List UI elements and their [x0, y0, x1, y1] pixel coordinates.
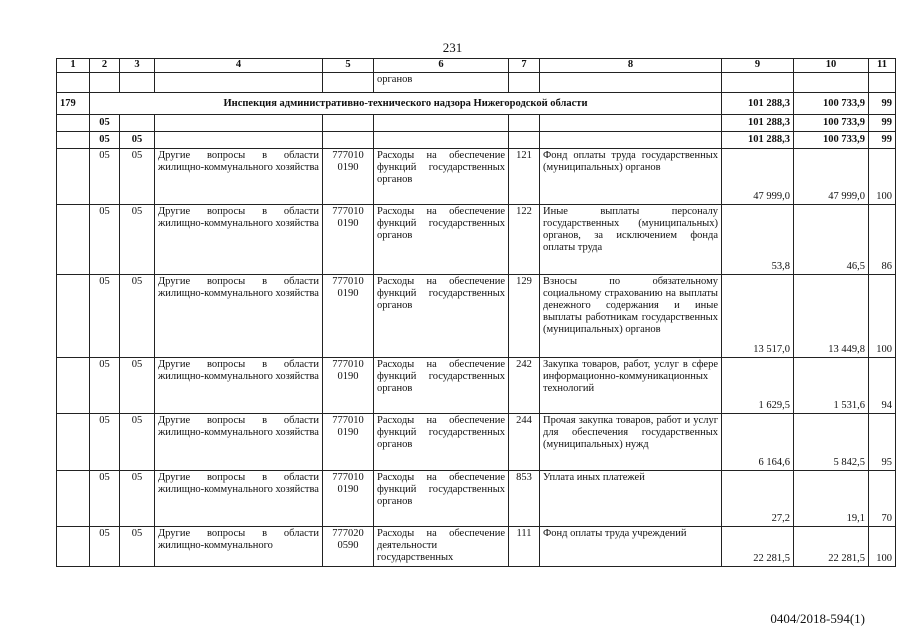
- cell-section: 05: [90, 527, 120, 567]
- cell-percent: 100: [869, 275, 896, 358]
- cell-subsection-name: Другие вопросы в области жилищно-коммунального хозяйства: [155, 471, 323, 527]
- cell-planned: 101 288,3: [722, 132, 794, 149]
- cell-subsection-name: Другие вопросы в области жилищно-коммунального: [155, 527, 323, 567]
- cell-expense-name: Уплата иных платежей: [540, 471, 722, 527]
- cell-section: 05: [90, 149, 120, 205]
- col-header: 8: [540, 59, 722, 73]
- col-header: 1: [57, 59, 90, 73]
- cell-planned: 101 288,3: [722, 93, 794, 115]
- cell-expense-name: Фонд оплаты труда учреждений: [540, 527, 722, 567]
- cell-section: 05: [90, 358, 120, 414]
- agency-name: Инспекция административно-технического надзора Нижегородской области: [90, 93, 722, 115]
- cell-empty: [57, 414, 90, 471]
- subsection-sum-row: [57, 132, 896, 149]
- cell-actual: 46,5: [794, 205, 869, 275]
- col-header: 10: [794, 59, 869, 73]
- continuation-row: [57, 73, 896, 93]
- agency-number: 179: [57, 93, 90, 115]
- cell-percent: 99: [869, 93, 896, 115]
- cell-expense-type: 129: [509, 275, 540, 358]
- cell-empty: [57, 205, 90, 275]
- cell-actual: 1 531,6: [794, 358, 869, 414]
- cell-target-code: 777010 0190: [323, 275, 374, 358]
- cell-empty: [57, 527, 90, 567]
- cell-subsection-name: Другие вопросы в области жилищно-коммунального хозяйства: [155, 414, 323, 471]
- agency-row: [57, 93, 896, 115]
- cell-actual: 22 281,5: [794, 527, 869, 567]
- cell-subsection: [120, 115, 155, 132]
- cell-section: 05: [90, 275, 120, 358]
- cell-actual: 47 999,0: [794, 149, 869, 205]
- cell-purpose: Расходы на обеспечение функций государственных органов: [374, 149, 509, 205]
- cell-purpose: Расходы на обеспечение функций государственных органов: [374, 414, 509, 471]
- cell-subsection: 05: [120, 275, 155, 358]
- table-row: [57, 414, 896, 471]
- table-row: [57, 527, 896, 567]
- header-row: [57, 59, 896, 73]
- cell-section: 05: [90, 471, 120, 527]
- cell-subsection-name: Другие вопросы в области жилищно-коммунального хозяйства: [155, 358, 323, 414]
- cell-planned: 27,2: [722, 471, 794, 527]
- cell-percent: 86: [869, 205, 896, 275]
- cell-subsection: 05: [120, 205, 155, 275]
- cell-percent: 99: [869, 132, 896, 149]
- cell-expense-name: Взносы по обязательному социальному страхованию на выплаты денежного содержания и иные выплаты работникам государственных (муниципальных) органов: [540, 275, 722, 358]
- cell-percent: 94: [869, 358, 896, 414]
- cell-subsection-name: Другие вопросы в области жилищно-коммунального хозяйства: [155, 149, 323, 205]
- cell-planned: 13 517,0: [722, 275, 794, 358]
- page-number: 231: [442, 40, 463, 55]
- cell-target-code: 777010 0190: [323, 358, 374, 414]
- cell-percent: 70: [869, 471, 896, 527]
- col-header: 3: [120, 59, 155, 73]
- cell-empty: [57, 471, 90, 527]
- col-header: 9: [722, 59, 794, 73]
- cell-section: 05: [90, 115, 120, 132]
- cell-percent: 99: [869, 115, 896, 132]
- cell-expense-type: 242: [509, 358, 540, 414]
- cell-actual: 100 733,9: [794, 93, 869, 115]
- cell-subsection: 05: [120, 527, 155, 567]
- cell-expense-name: Фонд оплаты труда государственных (муниципальных) органов: [540, 149, 722, 205]
- cell-purpose: Расходы на обеспечение функций государственных органов: [374, 275, 509, 358]
- col-header: 2: [90, 59, 120, 73]
- cell-purpose: Расходы на обеспечение функций государственных органов: [374, 358, 509, 414]
- cell-empty: [57, 358, 90, 414]
- col-header: 11: [869, 59, 896, 73]
- cell-actual: 5 842,5: [794, 414, 869, 471]
- cell-actual: 100 733,9: [794, 132, 869, 149]
- cell-subsection: 05: [120, 358, 155, 414]
- cell-actual: 100 733,9: [794, 115, 869, 132]
- cell-purpose: Расходы на обеспечение функций государственных органов: [374, 471, 509, 527]
- table-row: [57, 205, 896, 275]
- cell-expense-type: 122: [509, 205, 540, 275]
- cell-subsection-name: Другие вопросы в области жилищно-коммунального хозяйства: [155, 205, 323, 275]
- cell-purpose: Расходы на обеспечение функций государственных органов: [374, 205, 509, 275]
- cell-actual: 19,1: [794, 471, 869, 527]
- section-sum-row: [57, 115, 896, 132]
- cell-target-code: 777010 0190: [323, 414, 374, 471]
- cell-empty: [57, 275, 90, 358]
- col-header: 5: [323, 59, 374, 73]
- cell-empty: [57, 149, 90, 205]
- cell-actual: 13 449,8: [794, 275, 869, 358]
- cell-section: 05: [90, 205, 120, 275]
- cell-target-code: 777010 0190: [323, 471, 374, 527]
- cell-target-code: 777020 0590: [323, 527, 374, 567]
- cell-planned: 1 629,5: [722, 358, 794, 414]
- cell-subsection: 05: [120, 471, 155, 527]
- table-row: [57, 471, 896, 527]
- cell-subsection: 05: [120, 149, 155, 205]
- cell-target-code: 777010 0190: [323, 205, 374, 275]
- cell-purpose: органов: [374, 73, 509, 93]
- table-row: [57, 275, 896, 358]
- cell-planned: 22 281,5: [722, 527, 794, 567]
- table-row: [57, 149, 896, 205]
- cell-section: 05: [90, 132, 120, 149]
- cell-planned: 101 288,3: [722, 115, 794, 132]
- cell-subsection: 05: [120, 132, 155, 149]
- table-row: [57, 358, 896, 414]
- cell-purpose: Расходы на обеспечение деятельности государственных: [374, 527, 509, 567]
- cell-planned: 6 164,6: [722, 414, 794, 471]
- cell-percent: 95: [869, 414, 896, 471]
- cell-expense-name: Закупка товаров, работ, услуг в сфере информационно-коммуникационных технологий: [540, 358, 722, 414]
- cell-expense-type: 121: [509, 149, 540, 205]
- cell-planned: 47 999,0: [722, 149, 794, 205]
- cell-expense-name: Прочая закупка товаров, работ и услуг для обеспечения государственных (муниципальных) нужд: [540, 414, 722, 471]
- document-code: 0404/2018-594(1): [770, 611, 865, 626]
- cell-planned: 53,8: [722, 205, 794, 275]
- cell-expense-type: 244: [509, 414, 540, 471]
- cell-expense-type: 853: [509, 471, 540, 527]
- cell-subsection: 05: [120, 414, 155, 471]
- cell-target-code: 777010 0190: [323, 149, 374, 205]
- col-header: 4: [155, 59, 323, 73]
- cell-percent: 100: [869, 149, 896, 205]
- cell-expense-name: Иные выплаты персоналу государственных (муниципальных) органов, за исключением фонда оплаты труда: [540, 205, 722, 275]
- cell-subsection-name: Другие вопросы в области жилищно-коммунального хозяйства: [155, 275, 323, 358]
- col-header: 6: [374, 59, 509, 73]
- budget-table: [56, 58, 896, 567]
- cell-section: 05: [90, 414, 120, 471]
- cell-percent: 100: [869, 527, 896, 567]
- col-header: 7: [509, 59, 540, 73]
- cell-expense-type: 111: [509, 527, 540, 567]
